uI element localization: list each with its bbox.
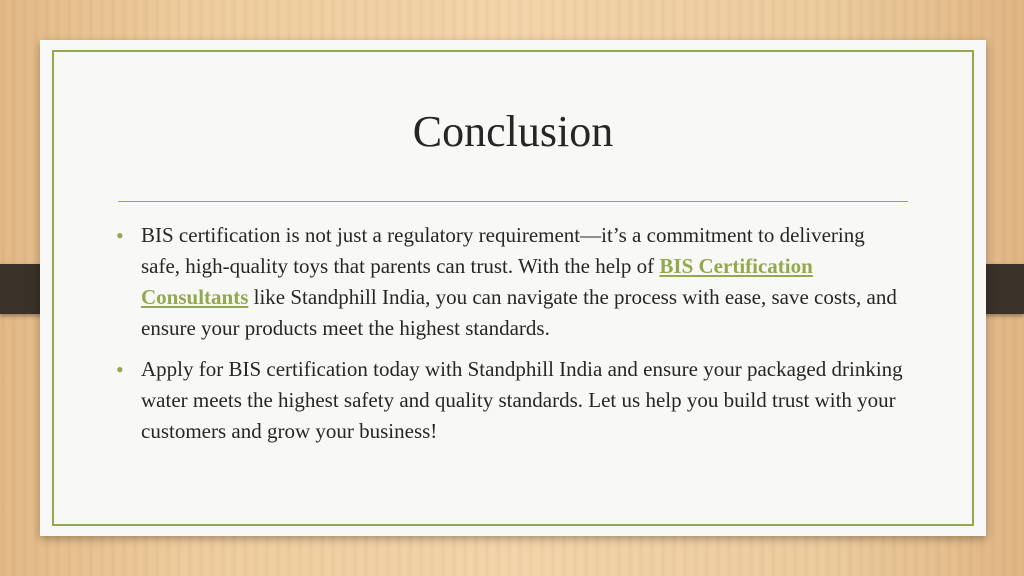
bullet-text-after-link: like Standphill India, you can navigate the process with ease, save costs, and ensure your products meet the highest standards. xyxy=(141,285,897,340)
bullet-item xyxy=(116,354,906,447)
bullet-item xyxy=(116,220,906,344)
bullet-icon: • xyxy=(116,357,124,382)
bullet-list xyxy=(116,220,906,457)
bullet-icon: • xyxy=(116,223,124,248)
slide-title: Conclusion xyxy=(412,107,614,156)
slide-card xyxy=(40,40,986,536)
bis-consultants-link[interactable]: BIS Certification Consultants xyxy=(141,254,813,309)
bullet-text: Apply for BIS certification today with Standphill India and ensure your packaged drinking water meets the highest safety and quality standards. Let us help you build trust with your customers and grow your business! xyxy=(141,357,903,443)
title-divider xyxy=(118,201,908,202)
bullet-text-before-link: BIS certification is not just a regulatory requirement—it’s a commitment to delivering safe, high-quality toys that parents can trust. With the help of xyxy=(141,223,865,278)
